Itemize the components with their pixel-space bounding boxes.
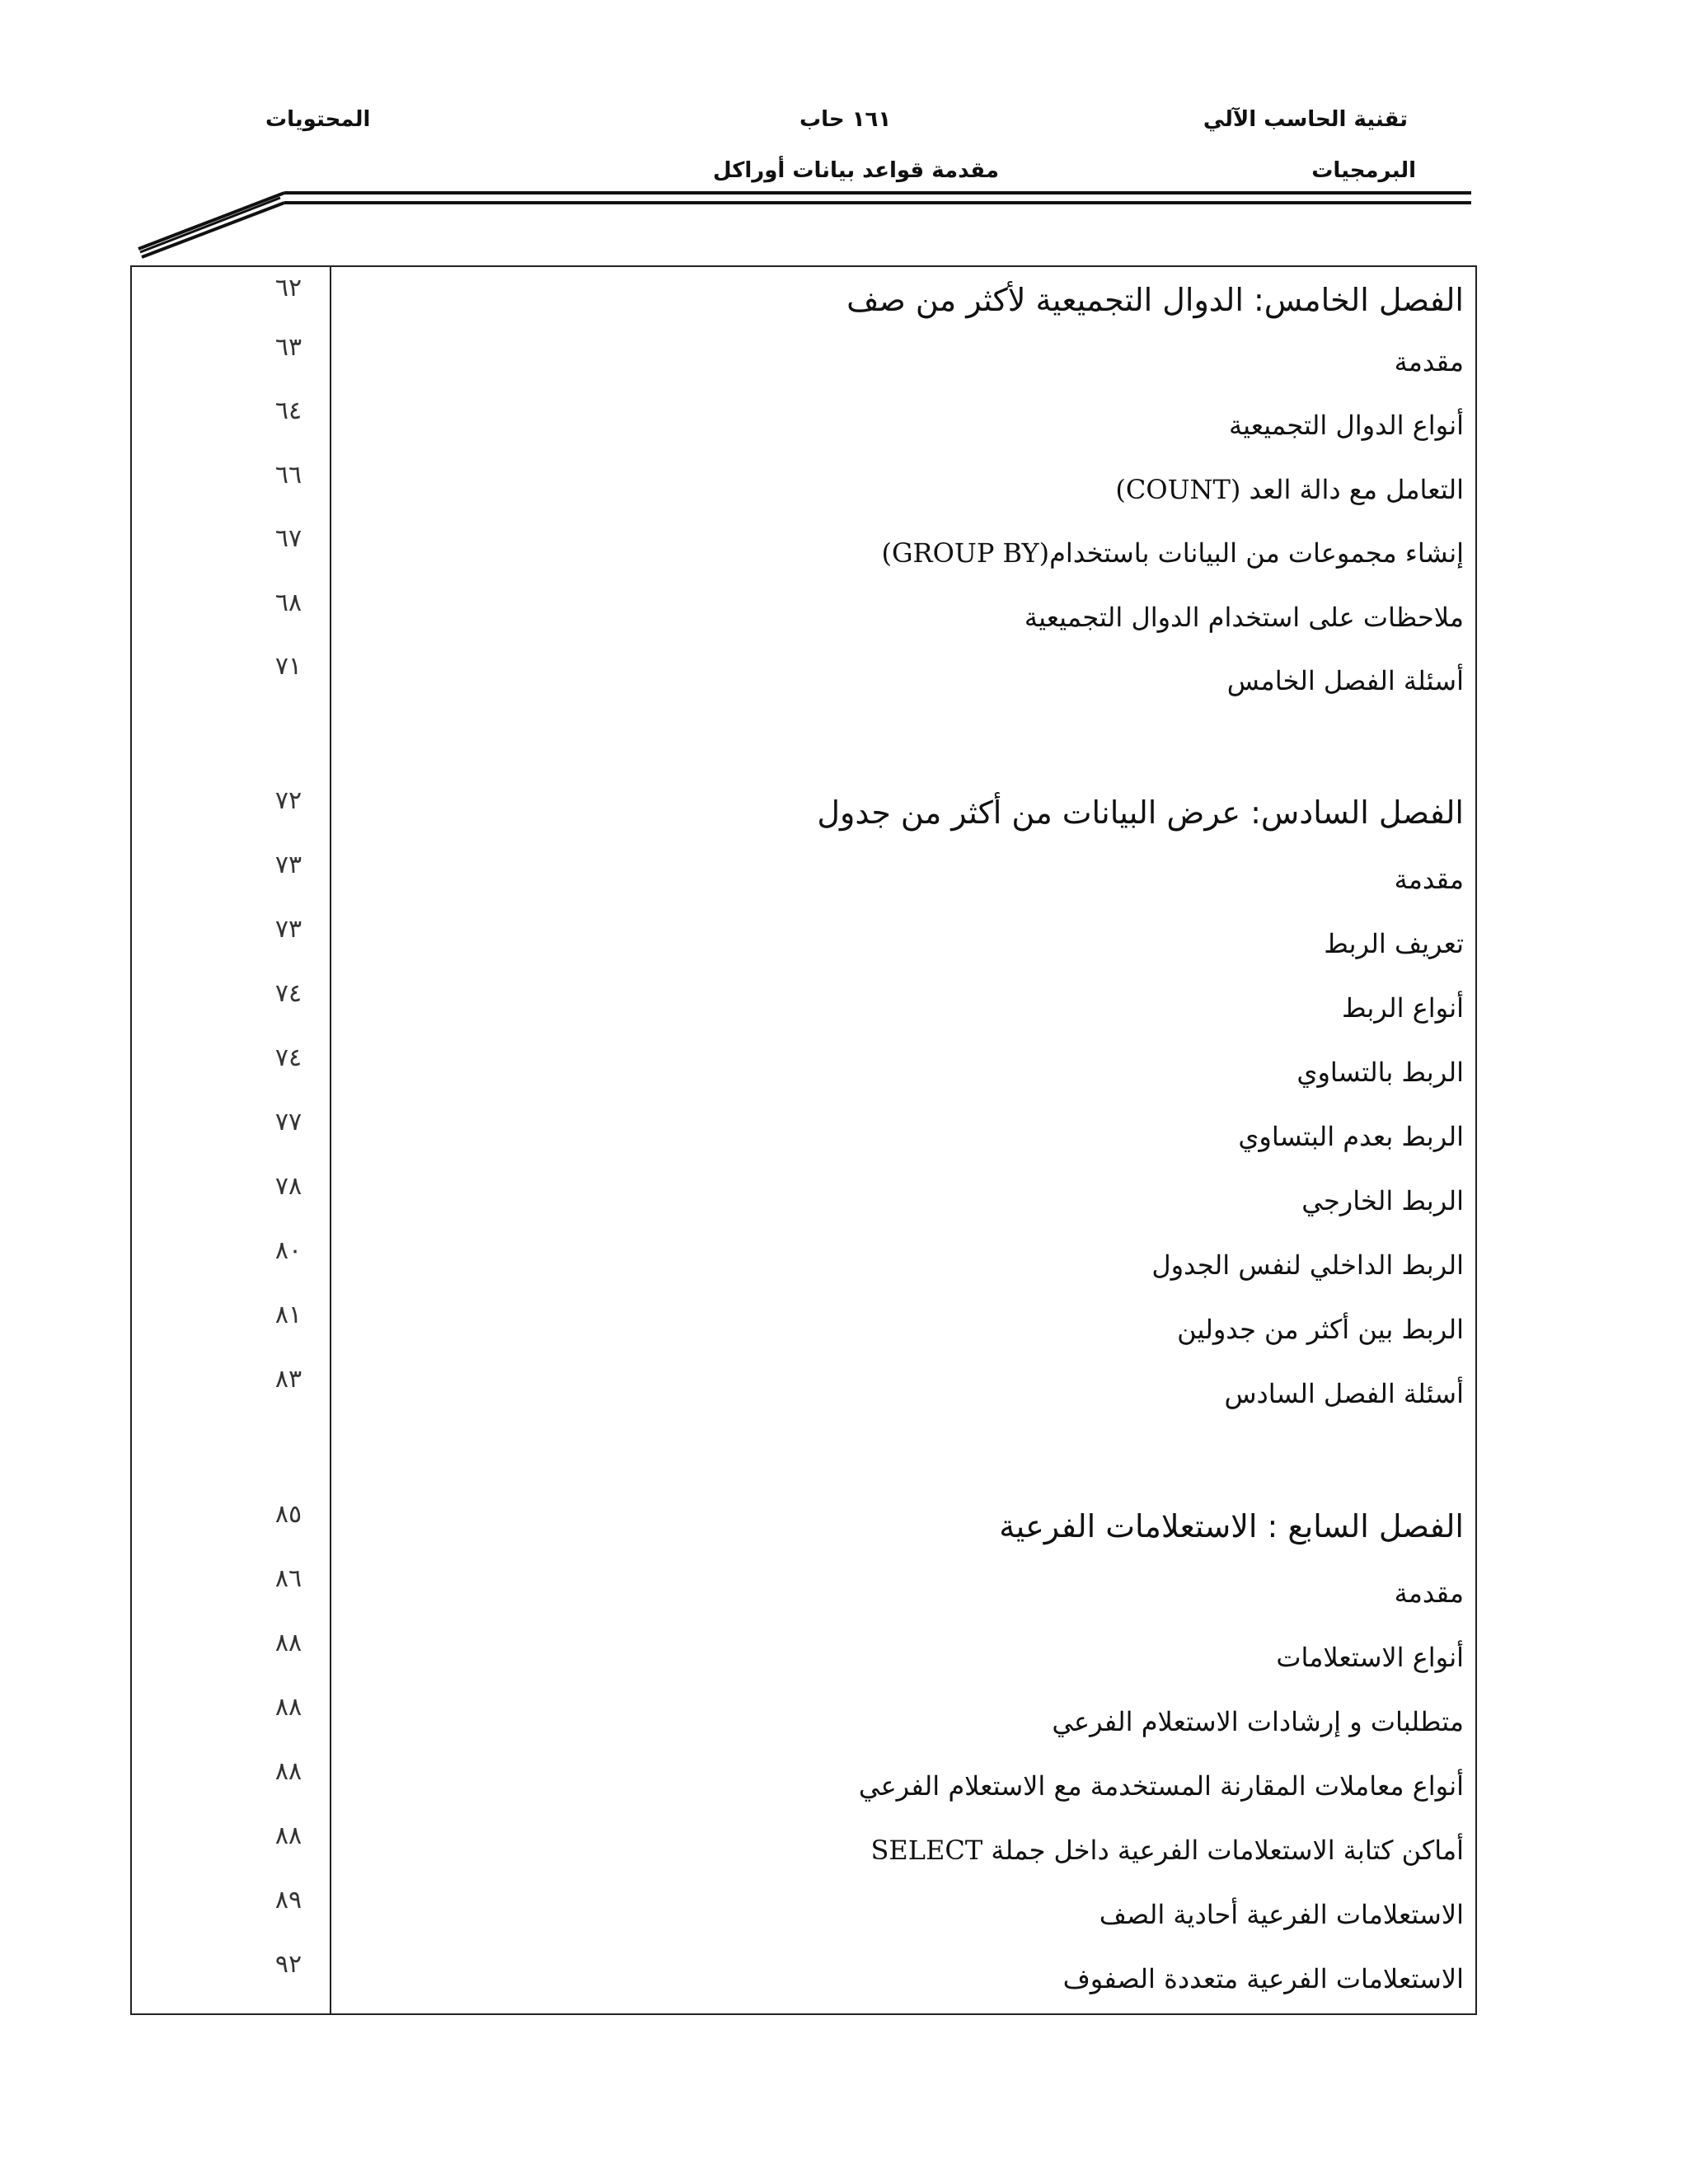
toc-chapter-row bbox=[132, 274, 1475, 333]
toc-row bbox=[132, 1821, 1475, 1881]
chapter-title: الفصل الخامس: الدوال التجميعية لأكثر من صف bbox=[846, 282, 1464, 318]
page-number: ٦٨ bbox=[274, 588, 302, 617]
toc-table bbox=[130, 265, 1477, 2015]
page-number: ٧٣ bbox=[274, 915, 302, 944]
toc-row bbox=[132, 1043, 1475, 1103]
toc-row bbox=[132, 1950, 1475, 2009]
entry-title: الربط الداخلي لنفس الجدول bbox=[1151, 1249, 1464, 1281]
page-header bbox=[0, 0, 1688, 264]
toc-row bbox=[132, 915, 1475, 974]
page-number: ٦٢ bbox=[274, 274, 302, 302]
entry-title: الاستعلامات الفرعية أحادية الصف bbox=[1099, 1899, 1464, 1930]
page-number: ٧٢ bbox=[274, 786, 302, 815]
entry-title: الربط بعدم البتساوي bbox=[1238, 1121, 1464, 1152]
toc-row bbox=[132, 1236, 1475, 1296]
chapter-title: الفصل السابع : الاستعلامات الفرعية bbox=[999, 1508, 1464, 1544]
toc-row bbox=[132, 461, 1475, 520]
page-number: ٧٤ bbox=[274, 979, 302, 1008]
entry-title: متطلبات و إرشادات الاستعلام الفرعي bbox=[1052, 1706, 1464, 1737]
entry-title: أماكن كتابة الاستعلامات الفرعية داخل جملة SELECT bbox=[870, 1835, 1464, 1866]
toc-row bbox=[132, 1886, 1475, 1945]
page-number: ٨٩ bbox=[274, 1886, 302, 1915]
toc-row bbox=[132, 588, 1475, 648]
toc-row bbox=[132, 333, 1475, 392]
page-number: ٦٣ bbox=[274, 333, 302, 362]
page-number: ٨٣ bbox=[274, 1365, 302, 1394]
header-department: تقنية الحاسب الآلي bbox=[1203, 107, 1408, 132]
entry-title: مقدمة bbox=[1394, 1577, 1464, 1609]
entry-title: إنشاء مجموعات من البيانات باستخدام(GROUP BY) bbox=[881, 537, 1464, 569]
page-number: ٨٥ bbox=[274, 1500, 302, 1529]
page-number: ٧٨ bbox=[274, 1172, 302, 1201]
toc-row bbox=[132, 1629, 1475, 1688]
entry-title: أنواع الاستعلامات bbox=[1276, 1642, 1464, 1673]
page-number: ٧٤ bbox=[274, 1043, 302, 1072]
entry-title: التعامل مع دالة العد (COUNT) bbox=[1115, 474, 1464, 505]
page-number: ٧٧ bbox=[274, 1108, 302, 1137]
entry-title: أسئلة الفصل الخامس bbox=[1226, 665, 1464, 696]
toc-row bbox=[132, 1301, 1475, 1360]
page-number: ٦٧ bbox=[274, 524, 302, 553]
page-number: ٩٢ bbox=[274, 1950, 302, 1979]
page-number: ٨٨ bbox=[274, 1757, 302, 1786]
chapter-title: الفصل السادس: عرض البيانات من أكثر من جدول bbox=[817, 794, 1464, 831]
toc-row bbox=[132, 1108, 1475, 1167]
header-course-code: ١٦١ حاب bbox=[799, 107, 892, 132]
page-number: ٨١ bbox=[274, 1301, 302, 1329]
entry-title: تعريف الربط bbox=[1324, 928, 1464, 959]
entry-title: أنواع الدوال التجميعية bbox=[1228, 410, 1464, 441]
toc-row bbox=[132, 1564, 1475, 1624]
toc-row bbox=[132, 524, 1475, 583]
entry-title: مقدمة bbox=[1394, 346, 1464, 377]
entry-title: أنواع معاملات المقارنة المستخدمة مع الاستعلام الفرعي bbox=[858, 1770, 1464, 1802]
toc-row bbox=[132, 1172, 1475, 1231]
page-number: ٧٣ bbox=[274, 851, 302, 879]
toc-chapter-row bbox=[132, 1500, 1475, 1559]
toc-row bbox=[132, 396, 1475, 456]
toc-row bbox=[132, 1757, 1475, 1816]
page-number: ٨٨ bbox=[274, 1629, 302, 1657]
entry-title: أسئلة الفصل السادس bbox=[1224, 1378, 1464, 1409]
page-number: ٦٦ bbox=[274, 461, 302, 490]
header-course-title: مقدمة قواعد بيانات أوراكل bbox=[713, 158, 999, 183]
toc-row bbox=[132, 1365, 1475, 1424]
page-number: ٨٠ bbox=[274, 1236, 302, 1265]
header-rule bbox=[0, 0, 1688, 264]
toc-row bbox=[132, 652, 1475, 711]
entry-title: الاستعلامات الفرعية متعددة الصفوف bbox=[1062, 1963, 1464, 1994]
page-number: ٨٨ bbox=[274, 1693, 302, 1722]
page-number: ٨٦ bbox=[274, 1564, 302, 1593]
entry-title: الربط الخارجي bbox=[1301, 1185, 1464, 1216]
entry-title: الربط بالتساوي bbox=[1296, 1057, 1464, 1088]
entry-title: أنواع الربط bbox=[1341, 992, 1464, 1024]
page-number: ٨٨ bbox=[274, 1821, 302, 1850]
toc-chapter-row bbox=[132, 786, 1475, 846]
entry-title: الربط بين أكثر من جدولين bbox=[1177, 1314, 1464, 1345]
page-number: ٧١ bbox=[274, 652, 302, 681]
header-section-label: المحتويات bbox=[265, 107, 371, 132]
page-number: ٦٤ bbox=[274, 396, 302, 425]
entry-title: مقدمة bbox=[1394, 864, 1464, 895]
header-specialty: البرمجيات bbox=[1311, 158, 1416, 183]
toc-row bbox=[132, 979, 1475, 1038]
toc-row bbox=[132, 851, 1475, 910]
toc-row bbox=[132, 1693, 1475, 1752]
entry-title: ملاحظات على استخدام الدوال التجميعية bbox=[1024, 602, 1464, 633]
